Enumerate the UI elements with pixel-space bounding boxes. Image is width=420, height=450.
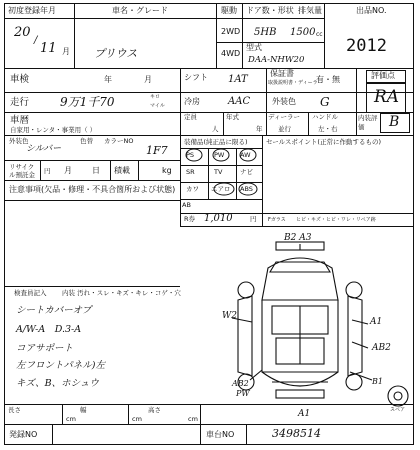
note-line-1: シートカバーオプ [16,305,92,316]
warranty-sub: 取扱説明書・ディーラー [268,80,323,86]
registration-month: 11 [40,41,57,56]
year-model-unit: 年 [256,125,263,133]
capacity-label: 定員 [184,113,197,121]
equip-abs: ABS [240,185,253,193]
recycle-yen: 円 [44,167,51,175]
r-ticket-unit: 円 [250,215,257,223]
drive-2wd: 2WD [221,27,241,36]
drive-4wd: 4WD [221,49,241,58]
name-grade-label: 車名・グレード [112,6,168,15]
length-cm: cm [66,415,76,423]
equipment-title: 装備品(純正品に限る) [184,138,248,146]
warranty-value: 有・無 [316,75,340,84]
model-label: 型式 [246,43,262,52]
history-sub: 自家用・レンタ・事業用（ ） [10,126,97,134]
inspector-value: 内装 汚れ・スレ・キズ・キレ・コゲ・穴 [62,289,181,297]
issue-number-label: 発録NO [9,430,38,439]
mark-right-rear: AB2 [372,343,391,353]
loading-label: 積載 [114,166,130,175]
lot-number: 2012 [346,36,387,56]
shift-value: 1AT [228,74,248,85]
handle-label: ハンドル [312,113,338,121]
warranty-label: 保証書 [270,69,294,78]
registration-slash: / [34,35,38,46]
shaken-month: 月 [144,75,152,84]
fglass-value: ヒビ・キズ・ヒビ・ワレ・リペア跡 [296,217,376,223]
equip-ab: AB [182,201,191,209]
equip-aero: エアロ [211,185,231,193]
doors-value: 5HB [254,27,277,38]
capacity-unit: 人 [212,125,219,133]
dealer-value: 並行 [278,125,291,133]
height-label: 高さ [148,406,161,414]
note-line-4: 左フロントパネル)左 [16,360,106,371]
r-ticket-value: 1,010 [204,213,233,224]
mark-front: B2 A3 [284,233,312,243]
equip-tv: TV [214,168,223,176]
cc-unit: cc [316,31,323,38]
shaken-year: 年 [104,75,112,84]
equip-sr: SR [186,168,195,176]
displacement-label: 排気量 [298,6,322,15]
chassis-number-value: 3498514 [272,427,321,440]
inspector-label: 検査員記入 [14,289,47,297]
equip-aw: AW [240,151,251,159]
color-number-label: カラーNO [104,137,134,145]
note-line-5: キズ、B、ホシュウ [16,378,99,389]
year-model-label: 年式 [226,113,239,121]
width-label: 幅 [80,406,87,414]
month-suffix: 月 [62,47,70,56]
interior-label: 内装評価 [358,114,378,131]
sales-point-label: セールスポイント(正常に作動するもの) [266,138,381,146]
registration-year: 20 [14,25,31,40]
grade-value: RA [374,87,400,107]
recycle-day: 日 [92,166,100,175]
equip-leather: カワ [186,185,199,193]
history-label: 車暦 [10,115,30,126]
color-value: G [320,95,330,109]
notes-title: 注意事項(欠品・修理・不具合箇所および状態) [9,185,176,194]
mark-bottom: A1 [298,409,311,419]
outer-color-value: シルバー [26,144,62,154]
width-cm: cm [132,415,142,423]
color-number-value: 1F7 [146,144,168,157]
outer-color-label: 外装色 [9,137,29,145]
loading-kg: kg [162,166,172,175]
equip-ps: PS [186,151,195,159]
note-line-3: コアサポート [16,343,74,354]
model-value: DAA-NHW20 [248,55,305,65]
mileage-value: 9万1千70 [60,95,115,109]
spare-label: スペア [390,407,406,413]
unit-mile: マイル [150,103,165,109]
r-ticket-label: R券 [184,215,196,223]
fglass-label: Fガラス [268,217,286,223]
mark-left-side: W2 [222,311,237,321]
displacement-value: 1500 [290,27,316,38]
mileage-label: 走行 [10,97,30,108]
ac-label: 冷房 [184,97,200,106]
recycle-month: 月 [64,166,72,175]
mark-right-front: A1 [370,317,383,327]
color-label: 外装色 [272,97,296,106]
dealer-label: ディーラー [268,113,300,121]
equip-pw: PW [214,151,225,159]
first-registration-label: 初度登録年月 [8,6,56,15]
drive-label: 駆動 [221,6,237,15]
interior-value: B [389,114,400,130]
height-cm: cm [188,415,198,423]
ac-value: AAC [228,96,251,107]
note-line-2: A/W-A D.3-A [16,324,82,335]
handle-value: 左・右 [318,125,338,133]
length-label: 長さ [8,406,21,414]
recycle-label: リサイクル預託金 [9,163,35,179]
mark-left-rear-1: AB2 [232,379,249,388]
unit-km: キロ [150,94,161,100]
mark-left-rear-2: PW [236,389,250,398]
equip-navi: ナビ [240,168,253,176]
car-name: プリウス [94,47,138,60]
mark-right-bottom: B1 [372,377,383,386]
chassis-number-label: 車台NO [206,430,235,439]
grade-label: 評価点 [371,71,395,80]
shift-label: シフト [184,73,208,82]
lot-number-label: 出品NO. [356,6,387,15]
doors-label: ドア数・形状 [246,6,294,15]
shaken-label: 車検 [10,74,30,85]
color-change-label: 色替 [80,137,93,145]
